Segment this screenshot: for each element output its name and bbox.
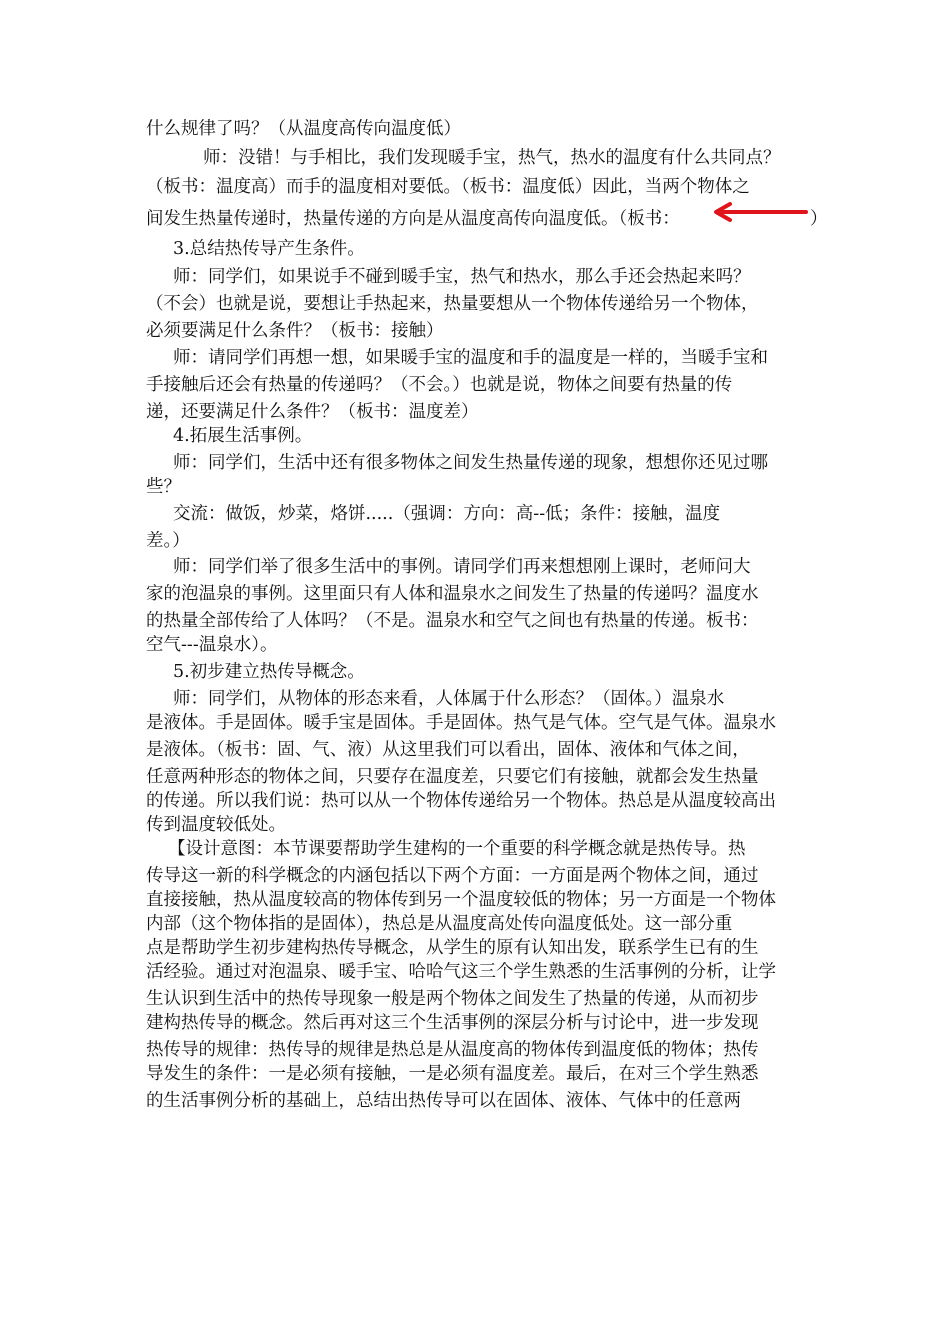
text-line: 必须要满足什么条件？（板书：接触） bbox=[146, 321, 444, 341]
text-line: 的生活事例分析的基础上，总结出热传导可以在固体、液体、气体中的任意两 bbox=[146, 1091, 741, 1111]
text-line: 生认识到生活中的热传导现象一般是两个物体之间发生了热量的传递，从而初步 bbox=[146, 989, 759, 1009]
text-line: 【设计意图：本节课要帮助学生建构的一个重要的科学概念就是热传导。热 bbox=[168, 839, 746, 859]
text-line: 递，还要满足什么条件？（板书：温度差） bbox=[146, 402, 479, 422]
text-line: 师：请同学们再想一想，如果暖手宝的温度和手的温度是一样的，当暖手宝和 bbox=[173, 348, 768, 368]
section-heading: 5.初步建立热传导概念。 bbox=[173, 662, 365, 682]
text-line: （板书：温度高）而手的温度相对要低。（板书：温度低）因此，当两个物体之 bbox=[146, 177, 750, 197]
text-line: 交流：做饭，炒菜，烙饼.....（强调：方向：高--低；条件：接触，温度 bbox=[173, 504, 721, 524]
text-line: 间发生热量传递时，热量传递的方向是从温度高传向温度低。（板书： bbox=[146, 209, 680, 229]
text-line: 家的泡温泉的事例。这里面只有人体和温泉水之间发生了热量的传递吗？温度水 bbox=[146, 584, 759, 604]
text-line: 差。） bbox=[146, 531, 190, 551]
section-heading: 3.总结热传导产生条件。 bbox=[173, 239, 365, 259]
text-line: 直接接触，热从温度较高的物体传到另一个温度较低的物体；另一方面是一个物体 bbox=[146, 890, 776, 910]
text-line: 的传递。所以我们说：热可以从一个物体传递给另一个物体。热总是从温度较高出 bbox=[146, 791, 776, 811]
text-line: 是液体。手是固体。暖手宝是固体。手是固体。热气是气体。空气是气体。温泉水 bbox=[146, 713, 776, 733]
text-line: 空气---温泉水）。 bbox=[146, 635, 278, 655]
text-line: 些？ bbox=[146, 477, 181, 497]
text-line: 导发生的条件：一是必须有接触，一是必须有温度差。最后，在对三个学生熟悉 bbox=[146, 1064, 759, 1084]
text-line: 师：同学们举了很多生活中的事例。请同学们再来想想刚上课时，老师问大 bbox=[173, 557, 751, 577]
text-line: 师：没错！与手相比，我们发现暖手宝，热气，热水的温度有什么共同点？ bbox=[203, 148, 781, 168]
text-line: 点是帮助学生初步建构热传导概念，从学生的原有认知出发，联系学生已有的生 bbox=[146, 938, 759, 958]
text-line: 的热量全部传给了人体吗？（不是。温泉水和空气之间也有热量的传递。板书： bbox=[146, 611, 759, 631]
text-line: 手接触后还会有热量的传递吗？（不会。）也就是说，物体之间要有热量的传 bbox=[146, 375, 733, 395]
text-line: 师：同学们，生活中还有很多物体之间发生热量传递的现象，想想你还见过哪 bbox=[173, 453, 768, 473]
closing-paren: ） bbox=[810, 209, 828, 229]
text-line: 师：同学们，从物体的形态来看，人体属于什么形态？（固体。）温泉水 bbox=[173, 689, 725, 709]
text-line: 内部（这个物体指的是固体），热总是从温度高处传向温度低处。这一部分重 bbox=[146, 914, 733, 934]
text-line: 活经验。通过对泡温泉、暖手宝、哈哈气这三个学生熟悉的生活事例的分析，让学 bbox=[146, 962, 776, 982]
text-line: 建构热传导的概念。然后再对这三个生活事例的深层分析与讨论中，进一步发现 bbox=[146, 1013, 759, 1033]
text-line: 传导这一新的科学概念的内涵包括以下两个方面：一方面是两个物体之间，通过 bbox=[146, 866, 759, 886]
text-line: 什么规律了吗？（从温度高传向温度低） bbox=[146, 119, 461, 139]
red-arrow-left-icon bbox=[712, 202, 808, 222]
text-line: 是液体。（板书：固、气、液）从这里我们可以看出，固体、液体和气体之间， bbox=[146, 740, 750, 760]
text-line: （不会）也就是说，要想让手热起来，热量要想从一个物体传递给另一个物体， bbox=[146, 294, 759, 314]
text-line: 热传导的规律：热传导的规律是热总是从温度高的物体传到温度低的物体；热传 bbox=[146, 1040, 759, 1060]
text-line: 传到温度较低处。 bbox=[146, 815, 286, 835]
section-heading: 4.拓展生活事例。 bbox=[173, 426, 313, 446]
text-line: 师：同学们，如果说手不碰到暖手宝，热气和热水，那么手还会热起来吗？ bbox=[173, 267, 751, 287]
text-line: 任意两种形态的物体之间，只要存在温度差，只要它们有接触，就都会发生热量 bbox=[146, 767, 759, 787]
